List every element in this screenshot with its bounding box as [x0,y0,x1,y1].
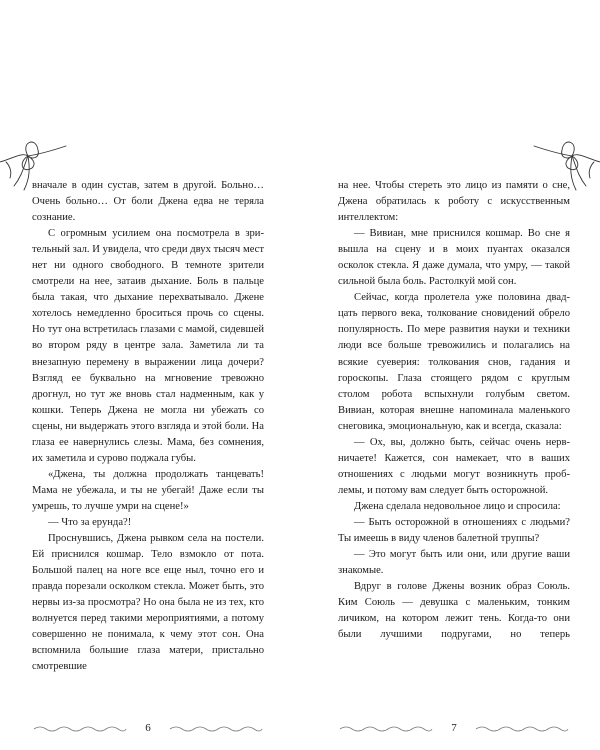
paragraph: Джена сделала недовольное лицо и спросила: [354,500,561,512]
left-page-text [32,178,264,675]
wave-ornament-icon [474,724,570,734]
paragraph: Сейчас, когда пролетела уже половина двадцать первого века, толкование сновидений обрело популярность. По мере развития науки и техники люди все больше тревожились и полагались на всякие суеверия: толкования снов, гадания и гороскопы. Глаза стоящего рядом с круглым столом робота вспыхнули голубым светом. Вивиан, которая внешне напоминала маленького снеговика, эмоциональную, как и всегда, сказала: [338,292,570,432]
paragraph: Проснувшись, Джена рывком села на постели. Ей приснился кошмар. Тело взмокло от пота. Большой палец на ноге все еще ныл, точно его и правда порезали осколком стекла. Может быть, это нервы из-за просмотра? Но она была не из тех, кто волнуется перед такими мероприятиями, а потому совершенно не понимала, к чему этот сон. Она вспомнила большие глаза матери, пристально смотревшие [32,533,264,673]
paragraph: Вдруг в голове Джены возник образ Союль. Ким Союль — девушка с маленьким, тонким личиком, на котором лежит тень. Когда-то они были лучшими подругами, но теперь [338,581,570,641]
page-number: 6 [145,722,151,734]
paragraph: «Джена, ты должна продолжать танцевать! Мама не убежала, и ты не убегай! Даже если ты умрешь, то лучше умри на сцене!» [32,468,264,512]
paragraph: на нее. Чтобы стереть это лицо из памяти о сне, Джена обратилась к роботу с искусственным интеллектом: [338,180,570,224]
page-number: 7 [451,722,457,734]
paragraph: — Ох, вы, должно быть, сейчас очень нервничаете! Кажется, сон намекает, что в ваших отношениях с людьми могут возникнуть проблемы, и потому вам следует быть осторожной. [338,436,570,496]
wave-ornament-icon [168,724,264,734]
paragraph: — Это могут быть или они, или другие ваши знакомые. [338,549,570,577]
paragraph: — Что за ерунда?! [48,516,132,528]
right-page-text [338,178,570,643]
paragraph: вначале в один сустав, затем в другой. Больно… Очень больно… От боли Джена едва не теряла сознание. [32,180,264,224]
right-folio [338,722,570,738]
paragraph: — Быть осторожной в отношениях с людьми? Ты имеешь в виду членов балетной труппы? [338,516,570,545]
paragraph: — Вивиан, мне приснился кошмар. Во сне я вышла на сцену и в моих пуантах оказался осколок стекла. Я даже думала, что умру, — такой сильной была боль. Растолкуй мой сон. [338,228,570,288]
paragraph: С огромным усилием она посмотрела в зрительный зал. И увидела, что среди двух тысяч мест нет ни одного свободного. В темноте зрители смотрели на нее, затаив дыхание. Боль в пальце была такая, что дыхание перехватывало. Джене хотелось немедленно броситься прочь со сцены. Но тут она встретилась глазами с мамой, сидевшей во втором ряду в центре зала. Заметила ли та внезапную перемену в выражении лица дочери? Взгляд ее буквально на мгновение тревожно дрогнул, но тут же вновь стал надменным, как у кошки. Теперь Джена не могла ни убежать со сцены, ни выдержать этого взгляда и этой боли. На глаза ее навернулись слезы. Мама, без сомнения, их заметила и сурово поджала губы. [32,228,264,464]
left-folio [32,722,264,738]
